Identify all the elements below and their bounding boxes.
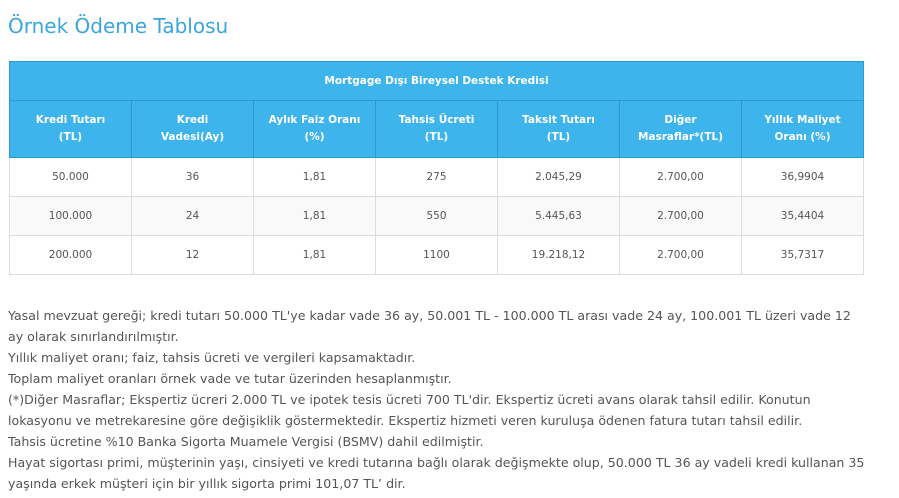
cell-taksit-tutari: 2.045,29 — [498, 158, 620, 197]
column-header-taksit-tutari — [498, 101, 620, 158]
cell-diger-masraflar: 2.700,00 — [620, 158, 742, 197]
note-other-expenses: (*)Diğer Masraflar; Ekspertiz ücreri 2.000 TL ve ipotek tesis ücreti 700 TL'dir. Ekspertiz ücreti avans olarak tahsil edilir. Konutun lokasyonu ve metrekaresine göre değişiklik göstermektedir. Ekspertiz hizmeti veren kuruluşa ödenen fatura tutarı tahsil edilir. — [8, 392, 811, 428]
note-legal-term-limits: Yasal mevzuat gereği; kredi tutarı 50.000 TL'ye kadar vade 36 ay, 50.001 TL - 100.000 TL arası vade 24 ay, 100.001 TL üzeri vade 12 ay olarak sınırlandırılmıştır. — [8, 308, 851, 344]
table-row — [10, 158, 864, 197]
column-header-aylik-faiz — [254, 101, 376, 158]
note-life-insurance: Hayat sigortası primi, müşterinin yaşı, cinsiyeti ve kredi tutarına bağlı olarak değişmekte olup, 50.000 TL 36 ay vadeli kredi kullanan 35 yaşında erkek müşteri için bir yıllık sigorta primi 101,07 TL’ dir. — [8, 455, 865, 491]
column-header-kredi-vadesi — [132, 101, 254, 158]
cell-yillik-maliyet: 35,4404 — [742, 197, 864, 236]
column-header-tahsis-ucreti — [376, 101, 498, 158]
column-header-line1: Diğer — [664, 114, 697, 126]
cell-kredi-tutari: 100.000 — [10, 197, 132, 236]
column-header-line2: (TL) — [424, 131, 449, 143]
cell-aylik-faiz: 1,81 — [254, 236, 376, 275]
column-header-row — [10, 101, 864, 158]
column-header-diger-masraflar — [620, 101, 742, 158]
column-header-line1: Kredi — [176, 114, 209, 126]
column-header-line1: Yıllık Maliyet — [764, 114, 841, 126]
note-total-cost-basis: Toplam maliyet oranları örnek vade ve tutar üzerinden hesaplanmıştır. — [8, 371, 452, 386]
cell-diger-masraflar: 2.700,00 — [620, 236, 742, 275]
cell-taksit-tutari: 5.445,63 — [498, 197, 620, 236]
column-header-line1: Taksit Tutarı — [522, 114, 595, 126]
cell-yillik-maliyet: 35,7317 — [742, 236, 864, 275]
table-row — [10, 197, 864, 236]
column-header-line2: Vadesi(Ay) — [160, 131, 225, 143]
cell-yillik-maliyet: 36,9904 — [742, 158, 864, 197]
cell-kredi-vadesi: 36 — [132, 158, 254, 197]
column-header-line2: (%) — [304, 131, 325, 143]
cell-tahsis-ucreti: 275 — [376, 158, 498, 197]
cell-aylik-faiz: 1,81 — [254, 197, 376, 236]
cell-kredi-vadesi: 24 — [132, 197, 254, 236]
footnotes — [8, 305, 868, 494]
cell-kredi-tutari: 200.000 — [10, 236, 132, 275]
table-row — [10, 236, 864, 275]
cell-kredi-vadesi: 12 — [132, 236, 254, 275]
column-header-line2: Masraflar*(TL) — [637, 131, 724, 143]
column-header-line2: Oranı (%) — [774, 131, 831, 143]
column-header-line1: Tahsis Ücreti — [398, 114, 475, 126]
group-header: Mortgage Dışı Bireysel Destek Kredisi — [10, 62, 864, 101]
column-header-line2: (TL) — [58, 131, 83, 143]
page-title: Örnek Ödeme Tablosu — [8, 14, 229, 38]
column-header-line2: (TL) — [546, 131, 571, 143]
column-header-line1: Aylık Faiz Oranı — [268, 114, 361, 126]
column-header-yillik-maliyet — [742, 101, 864, 158]
note-bsmv: Tahsis ücretine %10 Banka Sigorta Muamele Vergisi (BSMV) dahil edilmiştir. — [8, 434, 484, 449]
cell-diger-masraflar: 2.700,00 — [620, 197, 742, 236]
note-annual-cost-scope: Yıllık maliyet oranı; faiz, tahsis ücreti ve vergileri kapsamaktadır. — [8, 350, 416, 365]
column-header-line1: Kredi Tutarı — [35, 114, 106, 126]
cell-taksit-tutari: 19.218,12 — [498, 236, 620, 275]
cell-tahsis-ucreti: 550 — [376, 197, 498, 236]
column-header-kredi-tutari — [10, 101, 132, 158]
cell-kredi-tutari: 50.000 — [10, 158, 132, 197]
payment-table — [9, 61, 864, 275]
cell-tahsis-ucreti: 1100 — [376, 236, 498, 275]
group-header-row — [10, 62, 864, 101]
cell-aylik-faiz: 1,81 — [254, 158, 376, 197]
